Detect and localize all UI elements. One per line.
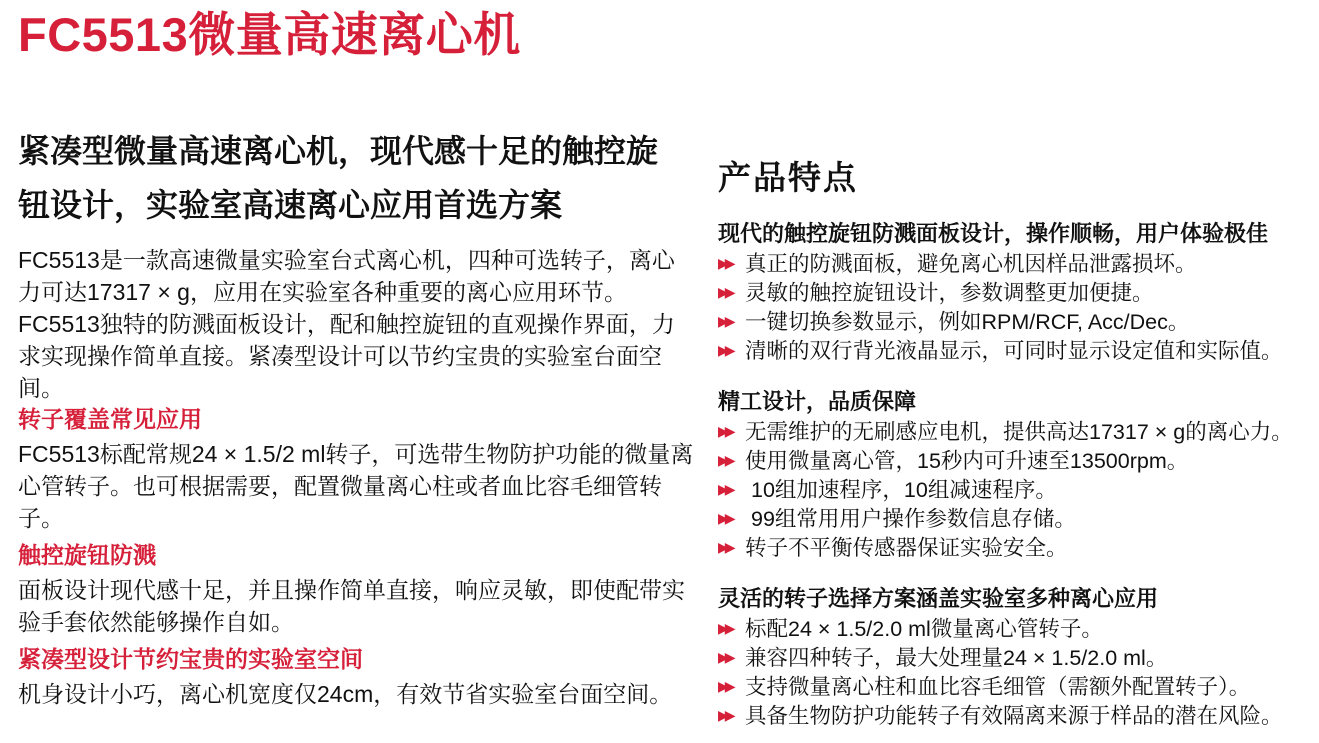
feature-item (718, 534, 1319, 563)
double-arrow-bullet-icon: ▶▶ (718, 482, 732, 498)
feature-item-text: 99组常用用户操作参数信息存储。 (745, 507, 1076, 531)
double-arrow-bullet-icon: ▶▶ (718, 540, 732, 556)
section-heading: 转子覆盖常见应用 (18, 406, 202, 432)
feature-group-heading: 精工设计，品质保障 (718, 389, 917, 414)
feature-list (718, 615, 1319, 731)
feature-item (718, 308, 1319, 337)
features-title: 产品特点 (718, 159, 858, 196)
double-arrow-bullet-icon: ▶▶ (718, 285, 732, 301)
feature-list (718, 418, 1319, 563)
feature-item-text: 灵敏的触控旋钮设计，参数调整更加便捷。 (745, 281, 1154, 305)
feature-item (718, 250, 1319, 279)
feature-item (718, 418, 1319, 447)
feature-item-text: 兼容四种转子，最大处理量24 × 1.5/2.0 ml。 (745, 646, 1168, 670)
double-arrow-bullet-icon: ▶▶ (718, 650, 732, 666)
section-rotor-applications (18, 404, 694, 534)
feature-item (718, 702, 1319, 731)
features-column (718, 158, 1319, 743)
feature-item-text: 真正的防溅面板，避免离心机因样品泄露损坏。 (745, 252, 1197, 276)
section-heading: 触控旋钮防溅 (18, 542, 156, 568)
feature-item-text: 清晰的双行背光液晶显示，可同时显示设定值和实际值。 (745, 339, 1283, 363)
feature-item-text: 具备生物防护功能转子有效隔离来源于样品的潜在风险。 (745, 704, 1283, 728)
section-body: 面板设计现代感十足，并且操作简单直接，响应灵敏，即使配带实验手套依然能够操作自如。 (18, 577, 685, 635)
feature-item-text: 标配24 × 1.5/2.0 ml微量离心管转子。 (745, 617, 1103, 641)
double-arrow-bullet-icon: ▶▶ (718, 256, 732, 272)
intro-heading: 紧凑型微量高速离心机，现代感十足的触控旋钮设计，实验室高速离心应用首选方案 (18, 133, 659, 223)
section-touch-knob-splashproof (18, 540, 694, 638)
section-heading: 紧凑型设计节约宝贵的实验室空间 (18, 646, 363, 672)
double-arrow-bullet-icon: ▶▶ (718, 424, 732, 440)
double-arrow-bullet-icon: ▶▶ (718, 343, 732, 359)
page-title: FC5513微量高速离心机 (18, 8, 521, 61)
feature-list (718, 250, 1319, 366)
double-arrow-bullet-icon: ▶▶ (718, 453, 732, 469)
double-arrow-bullet-icon: ▶▶ (718, 679, 732, 695)
double-arrow-bullet-icon: ▶▶ (718, 708, 732, 724)
feature-item (718, 505, 1319, 534)
feature-item-text: 转子不平衡传感器保证实验安全。 (745, 536, 1068, 560)
feature-item (718, 337, 1319, 366)
left-feature-sections (18, 404, 694, 710)
feature-item-text: 支持微量离心柱和血比容毛细管（需额外配置转子）。 (745, 675, 1251, 699)
feature-item-text: 使用微量离心管，15秒内可升速至13500rpm。 (745, 449, 1189, 473)
feature-item (718, 615, 1319, 644)
feature-item-text: 10组加速程序，10组减速程序。 (745, 478, 1057, 502)
section-compact-design (18, 644, 694, 710)
feature-group-quality (718, 388, 1319, 563)
feature-item-text: 一键切换参数显示，例如RPM/RCF, Acc/Dec。 (745, 310, 1190, 334)
feature-item-text: 无需维护的无刷感应电机，提供高达17317 × g的离心力。 (745, 420, 1293, 444)
section-body: 机身设计小巧，离心机宽度仅24cm，有效节省实验室台面空间。 (18, 681, 673, 707)
feature-item (718, 673, 1319, 702)
double-arrow-bullet-icon: ▶▶ (718, 621, 732, 637)
double-arrow-bullet-icon: ▶▶ (718, 314, 732, 330)
intro-paragraph: FC5513是一款高速微量实验室台式离心机，四种可选转子，离心力可达17317 × g，应用在实验室各种重要的离心应用环节。FC5513独特的防溅面板设计，配和触控旋钮的直观操作界面，力求实现操作简单直接。紧凑型设计可以节约宝贵的实验室台面空间。 (18, 247, 675, 401)
feature-group-heading: 现代的触控旋钮防溅面板设计，操作顺畅，用户体验极佳 (718, 221, 1269, 246)
double-arrow-bullet-icon: ▶▶ (718, 511, 732, 527)
section-body: FC5513标配常规24 × 1.5/2 ml转子，可选带生物防护功能的微量离心管转子。也可根据需要，配置微量离心柱或者血比容毛细管转子。 (18, 441, 694, 531)
feature-item (718, 279, 1319, 308)
feature-group-rotor-options (718, 585, 1319, 731)
feature-item (718, 476, 1319, 505)
feature-group-heading: 灵活的转子选择方案涵盖实验室多种离心应用 (718, 586, 1159, 611)
feature-item (718, 447, 1319, 476)
feature-item (718, 644, 1319, 673)
feature-group-panel-design (718, 220, 1319, 366)
